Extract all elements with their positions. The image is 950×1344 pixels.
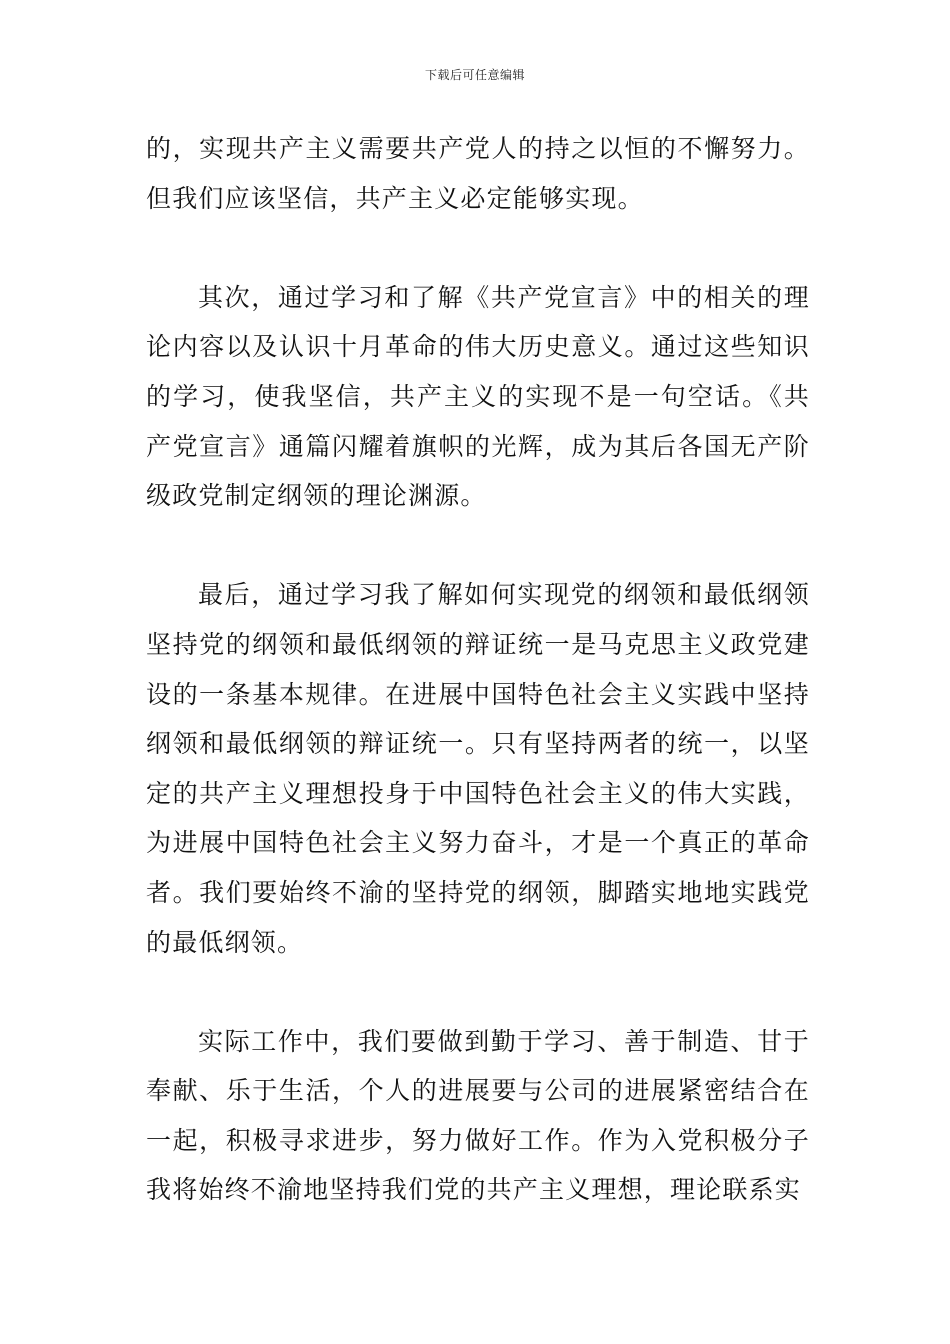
paragraph-gap — [146, 223, 810, 273]
paragraph-continuation: 的，实现共产主义需要共产党人的持之以恒的不懈努力。但我们应该坚信，共产主义必定能够实现。 — [146, 134, 810, 213]
header-note: 下载后可任意编辑 — [424, 68, 525, 82]
paragraph-gap — [146, 967, 810, 1017]
paragraph-gap — [146, 521, 810, 571]
paragraph-secondly: 其次，通过学习和了解《共产党宣言》中的相关的理论内容以及认识十月革命的伟大历史意义。通过这些知识的学习，使我坚信，共产主义的实现不是一句空话。《共产党宣言》通篇闪耀着旗帜的光辉，成为其后各国无产阶级政党制定纲领的理论渊源。 — [146, 282, 810, 511]
document-body — [146, 124, 810, 1215]
paragraph-finally: 最后，通过学习我了解如何实现党的纲领和最低纲领坚持党的纲领和最低纲领的辩证统一是马克思主义政党建设的一条基本规律。在进展中国特色社会主义实践中坚持纲领和最低纲领的辩证统一。只有坚持两者的统一，以坚定的共产主义理想投身于中国特色社会主义的伟大实践，为进展中国特色社会主义努力奋斗，才是一个真正的革命者。我们要始终不渝的坚持党的纲领，脚踏实地地实践党的最低纲领。 — [146, 580, 810, 957]
paragraph-practical-work: 实际工作中，我们要做到勤于学习、善于制造、甘于奉献、乐于生活，个人的进展要与公司的进展紧密结合在一起，积极寻求进步，努力做好工作。作为入党积极分子我将始终不渝地坚持我们党的共产主义理想，理论联系实 — [146, 1026, 810, 1205]
